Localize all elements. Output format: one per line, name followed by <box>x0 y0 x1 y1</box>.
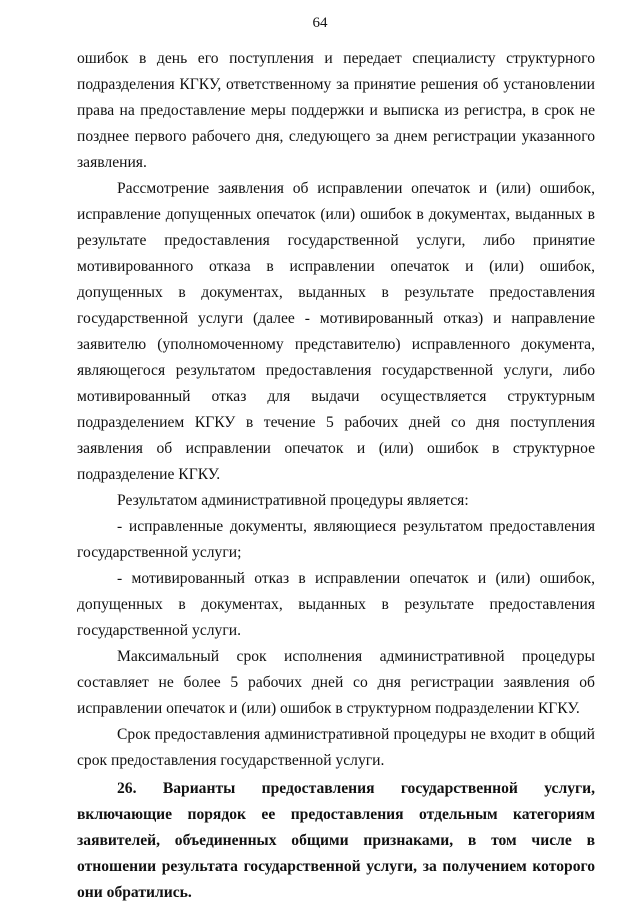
page-number: 64 <box>312 15 328 31</box>
paragraph-review-procedure: Рассмотрение заявления об исправлении опечаток и (или) ошибок, исправление допущенных опечаток (или) ошибок в документах, выданных в результате предоставления государственной услуги, либо принятие мотивированного отказа в исправлении опечаток и (или) ошибок, допущенных в документах, выданных в результате предоставления государственной услуги (далее - мотивированный отказ) и направление заявителю (уполномоченному представителю) исправленного документа, являющегося результатом предоставления государственной услуги, либо мотивированный отказ для выдачи осуществляется структурным подразделением КГКУ в течение 5 рабочих дней со дня поступления заявления об исправлении опечаток и (или) ошибок в структурное подразделение КГКУ. <box>77 180 595 483</box>
paragraph-result-intro: Результатом административной процедуры является: <box>117 492 469 509</box>
paragraph-max-term: Максимальный срок исполнения административной процедуры составляет не более 5 рабочих дней со дня регистрации заявления об исправлении опечаток и (или) ошибок в структурном подразделении КГКУ. <box>77 648 595 717</box>
paragraph-term-exclusion: Срок предоставления административной процедуры не входит в общий срок предоставления государственной услуги. <box>77 726 595 769</box>
list-item-reasoned-refusal: - мотивированный отказ в исправлении опечаток и (или) ошибок, допущенных в документах, выданных в результате предоставления государственной услуги. <box>77 570 595 639</box>
section-heading: 26. Варианты предоставления государственной услуги, включающие порядок ее предоставления отдельным категориям заявителей, объединенных общими признаками, в том числе в отношении результата государственной услуги, за получением которого они обратились. <box>77 780 595 901</box>
document-body <box>77 46 595 906</box>
list-item-corrected-documents: - исправленные документы, являющиеся результатом предоставления государственной услуги; <box>77 518 595 561</box>
paragraph-continuation: ошибок в день его поступления и передает специалисту структурного подразделения КГКУ, ответственному за принятие решения об установлении права на предоставление меры поддержки и выписка из регистра, в срок не позднее первого рабочего дня, следующего за днем регистрации указанного заявления. <box>77 50 595 171</box>
